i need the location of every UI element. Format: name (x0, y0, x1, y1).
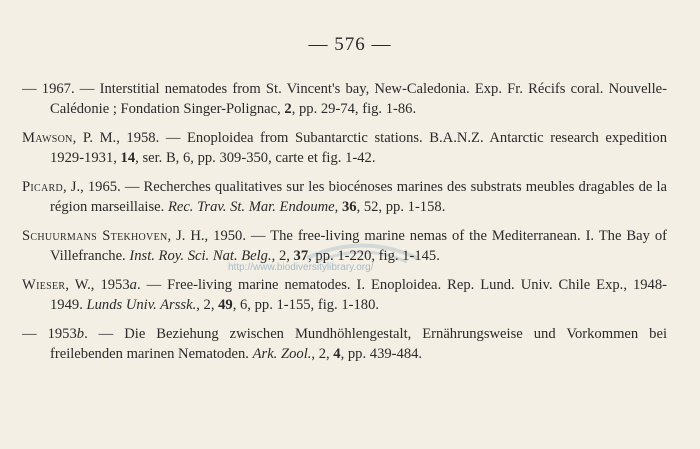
watermark-url: http://www.biodiversitylibrary.org/ (228, 262, 374, 273)
reference-journal: Rec. Trav. St. Mar. Endoume (167, 198, 335, 215)
reference-entry: Picard, J., 1965. — Recherches qualitatives sur les biocénoses marines des substrats meubles dragables de la région marseillaise. Rec. Trav. St. Mar. Endoume, 36, 52, pp. 1-158. (22, 178, 667, 215)
reference-author: Mawson (22, 129, 73, 146)
page-number: — 576 — (308, 34, 392, 55)
reference-entry: — 1967. — Interstitial nematodes from St. Vincent's bay, New-Caledonia. Exp. Fr. Récifs coral. Nouvelle-Calédonie ; Fondation Singer-Polignac, 2, pp. 29-74, fig. 1-86. (22, 81, 667, 117)
reference-entry: — 1953b. — Die Beziehung zwischen Mundhöhlengestalt, Ernährungsweise und Vorkommen bei freilebenden marinen Nematoden. Ark. Zool., 2, 4, pp. 439-484. (22, 325, 668, 362)
reference-journal: Ark. Zool. (252, 345, 312, 362)
reference-journal: Lunds Univ. Arssk. (86, 296, 197, 313)
reference-journal: Inst. Roy. Sci. Nat. Belg. (129, 247, 272, 264)
reference-list (22, 80, 667, 374)
reference-entry: Mawson, P. M., 1958. — Enoploidea from Subantarctic stations. B.A.N.Z. Antarctic research expedition 1929-1931, 14, ser. B, 6, pp. 309-350, carte et fig. 1-42. (22, 129, 667, 166)
reference-author: Wieser (22, 276, 66, 293)
reference-entry: Wieser, W., 1953a. — Free-living marine nematodes. I. Enoploidea. Rep. Lund. Univ. Chile Exp., 1948-1949. Lunds Univ. Arssk., 2, 49, 6, pp. 1-155, fig. 1-180. (22, 276, 667, 313)
reference-author: Schuurmans Stekhoven (22, 227, 168, 244)
reference-author: Picard (22, 178, 64, 195)
reference-entry: Schuurmans Stekhoven, J. H., 1950. — The free-living marine nemas of the Mediterranean. I. The Bay of Villefranche. Inst. Roy. Sci. Nat. Belg., 2, 37, pp. 1-220, fig. 1-145. (22, 227, 667, 264)
